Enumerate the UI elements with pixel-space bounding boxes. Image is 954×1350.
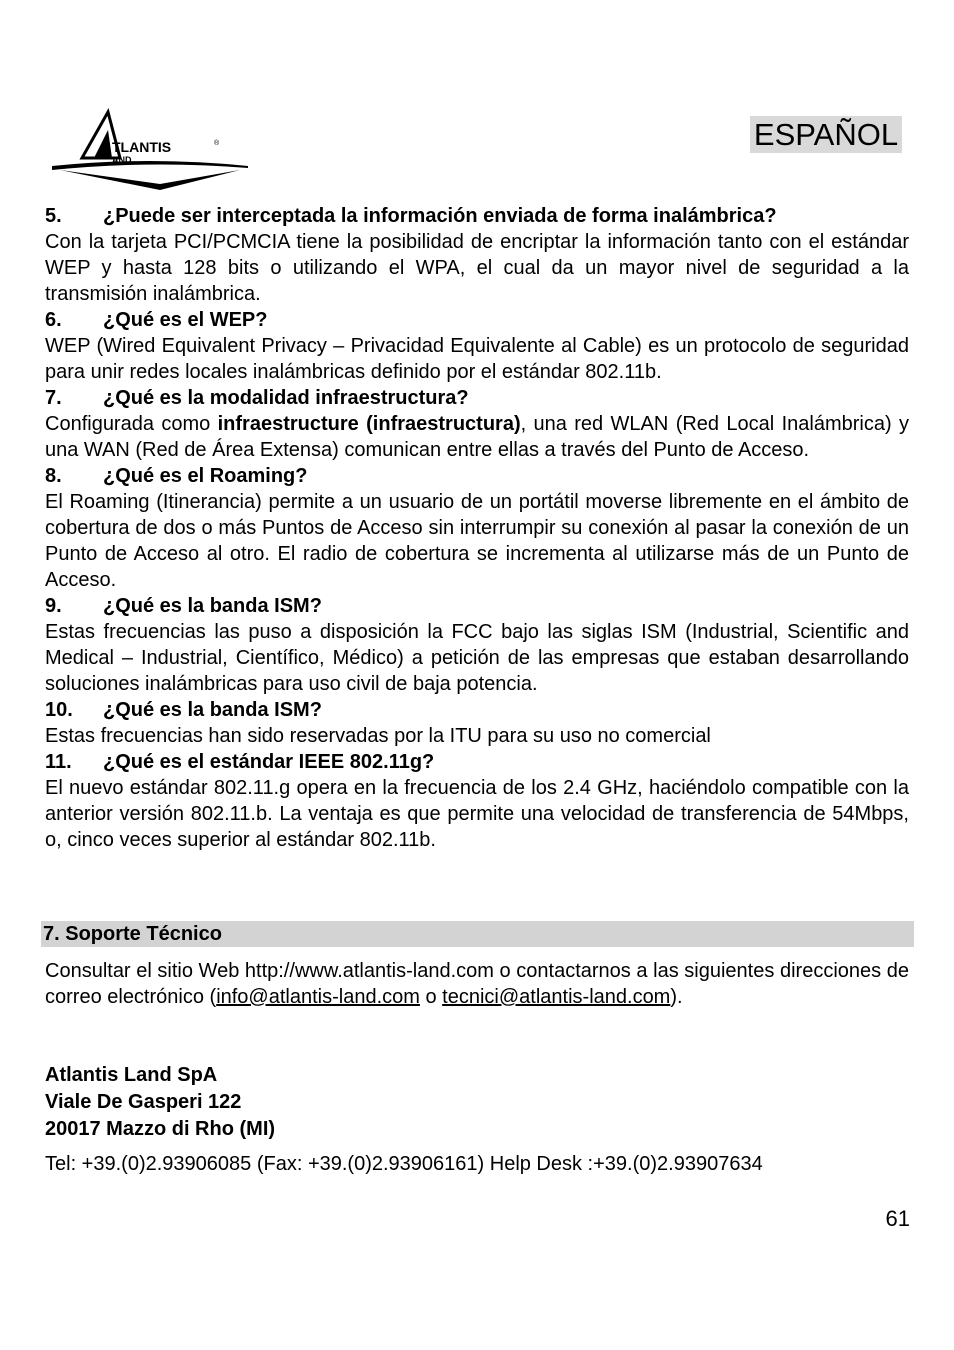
faq-question: 7. ¿Qué es la modalidad infraestructura? — [45, 387, 469, 409]
email-link-tecnici[interactable]: tecnici@atlantis-land.com — [442, 986, 671, 1008]
section-heading-support: 7. Soporte Técnico — [41, 921, 914, 947]
company-city: 20017 Mazzo di Rho (MI) — [45, 1118, 276, 1140]
phone-numbers: Tel: +39.(0)2.93906085 (Fax: +39.(0)2.93906161) Help Desk :+39.(0)2.93907634 — [45, 1153, 763, 1175]
company-address — [45, 1062, 275, 1143]
svg-text:TLANTIS: TLANTIS — [112, 139, 172, 155]
page-number: 61 — [885, 1206, 910, 1231]
faq-question: 8. ¿Qué es el Roaming? — [45, 465, 308, 487]
faq-answer: Configurada como infraestructure (infraestructura), una red WLAN (Red Local Inalámbrica) y una WAN (Red de Área Extensa) comunican entre ellas a través del Punto de Acceso. — [45, 413, 909, 461]
support-text: Consultar el sitio Web http://www.atlantis-land.com o contactarnos a las siguientes direcciones de correo electrónico (info@atlantis-land.com o tecnici@atlantis-land.com). — [45, 960, 909, 1008]
faq-answer: Con la tarjeta PCI/PCMCIA tiene la posibilidad de encriptar la información tanto con el estándar WEP y hasta 128 bits o utilizando el WPA, el cual da un mayor nivel de seguridad a la transmisión inalámbrica. — [45, 231, 909, 305]
faq-answer: WEP (Wired Equivalent Privacy – Privacidad Equivalente al Cable) es un protocolo de seguridad para unir redes locales inalámbricas definido por el estándar 802.11b. — [45, 335, 909, 383]
faq-section — [45, 203, 909, 853]
company-street: Viale De Gasperi 122 — [45, 1091, 242, 1113]
faq-question: 9. ¿Qué es la banda ISM? — [45, 595, 322, 617]
faq-answer: El nuevo estándar 802.11.g opera en la frecuencia de los 2.4 GHz, haciéndolo compatible con la anterior versión 802.11.b. La ventaja es que permite una velocidad de transferencia de 54Mbps, o, cinco veces superior al estándar 802.11b. — [45, 777, 909, 851]
faq-answer: El Roaming (Itinerancia) permite a un usuario de un portátil moverse libremente en el ámbito de cobertura de dos o más Puntos de Acceso sin interrumpir su conexión al pasar la conexión de un Punto de Acceso al otro. El radio de cobertura se incrementa al utilizarse más de un Punto de Acceso. — [45, 491, 909, 591]
faq-question: 11. ¿Qué es el estándar IEEE 802.11g? — [45, 751, 435, 773]
faq-question: 6. ¿Qué es el WEP? — [45, 309, 268, 331]
faq-question: 5. ¿Puede ser interceptada la información enviada de forma inalámbrica? — [45, 205, 777, 227]
email-link-info[interactable]: info@atlantis-land.com — [216, 986, 420, 1008]
faq-answer: Estas frecuencias han sido reservadas por la ITU para su uso no comercial — [45, 725, 711, 747]
svg-text:®: ® — [214, 140, 220, 147]
company-name: Atlantis Land SpA — [45, 1064, 218, 1086]
faq-answer: Estas frecuencias las puso a disposición la FCC bajo las siglas ISM (Industrial, Scientific and Medical – Industrial, Científico, Médico) a petición de las empresas que estaban desarrollando soluciones inalámbricas para uso civil de baja potencia. — [45, 621, 909, 695]
faq-question: 10. ¿Qué es la banda ISM? — [45, 699, 322, 721]
language-label: ESPAÑOL — [750, 116, 902, 153]
svg-text:AND: AND — [112, 155, 132, 165]
atlantis-land-logo — [50, 108, 250, 198]
